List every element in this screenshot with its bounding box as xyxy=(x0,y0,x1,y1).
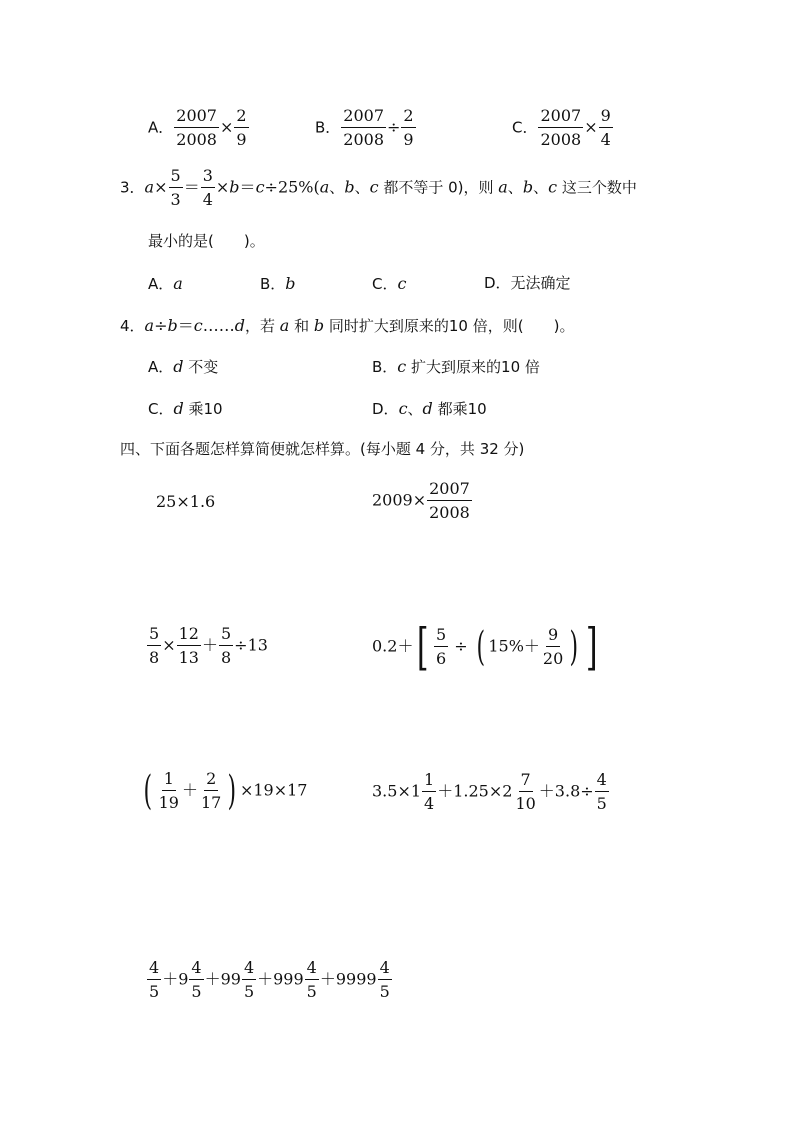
fraction: $\frac{9}{4}$ xyxy=(600,106,611,149)
fraction: $\frac{12}{13}$ xyxy=(178,624,199,667)
option-letter: A． xyxy=(148,118,174,137)
calc-problem-6: 3.5×1 $\frac{1}{4}$ ＋1.25×2 $\frac{7}{10}$ ＋3.8÷ $\frac{4}{5}$ xyxy=(372,770,607,813)
q3-option-d: D．无法确定 xyxy=(484,274,571,292)
fraction: $\frac{5}{8}$ xyxy=(149,624,160,667)
question-3-stem: 3．a× $\frac{5}{3}$ ＝ $\frac{3}{4}$ ×b＝c÷25%(a、b、c 都不等于 0)，则 a、b、c 这三个数中 xyxy=(120,166,637,209)
fraction: $\frac{2007}{2008}$ xyxy=(540,106,582,149)
fraction: $\frac{4}{5}$ xyxy=(379,958,390,1001)
section-heading: 四、下面各题怎样算简便就怎样算。(每小题 4 分，共 32 分) xyxy=(120,440,525,458)
fraction: $\frac{4}{5}$ xyxy=(596,770,607,813)
fraction: $\frac{4}{5}$ xyxy=(243,958,255,1001)
question-3-line2: 最小的是( )。 xyxy=(148,232,265,250)
q3-option-b: B．b xyxy=(260,274,296,293)
question-number: 3． xyxy=(120,178,145,197)
q3-option-a: A．a xyxy=(148,274,183,293)
fraction: $\frac{2007}{2008}$ xyxy=(343,106,385,149)
q4-option-d: D．c、d 都乘10 xyxy=(372,399,487,418)
q2-option-c: C． $\frac{2007}{2008}$ × $\frac{9}{4}$ xyxy=(512,106,611,149)
fraction: $\frac{4}{5}$ xyxy=(191,958,202,1001)
calc-problem-2: 2009× $\frac{2007}{2008}$ xyxy=(372,479,470,522)
fraction: $\frac{9}{20}$ xyxy=(542,625,564,668)
calc-problem-1: 25×1.6 xyxy=(156,492,216,511)
question-4-stem: 4．a÷b＝c……d，若 a 和 b 同时扩大到原来的10 倍，则( )。 xyxy=(120,316,575,335)
q4-option-a: A．d 不变 xyxy=(148,357,219,376)
calc-problem-4: 0.2＋[ $\frac{5}{6}$ ÷ ( 15%＋ $\frac{9}{20}$ ) ] xyxy=(372,618,598,676)
fraction: $\frac{5}{8}$ xyxy=(220,624,232,667)
fraction: $\frac{1}{19}$ xyxy=(158,769,179,812)
calc-problem-5: ( $\frac{1}{19}$ ＋ $\frac{2}{17}$ ) ×19×17 xyxy=(143,768,308,814)
q4-option-b: B．c 扩大到原来的10 倍 xyxy=(372,357,540,376)
fraction: $\frac{7}{10}$ xyxy=(515,770,536,813)
q2-option-a: A． $\frac{2007}{2008}$ × $\frac{2}{9}$ xyxy=(148,106,247,149)
fraction: $\frac{2007}{2008}$ xyxy=(429,479,470,522)
question-number: 4． xyxy=(120,317,145,335)
q4-option-c: C．d 乘10 xyxy=(148,399,223,418)
option-letter: C． xyxy=(512,118,538,137)
option-letter: B． xyxy=(315,118,341,137)
fraction: $\frac{1}{4}$ xyxy=(424,770,435,813)
calc-problem-7: $\frac{4}{5}$ ＋9 $\frac{4}{5}$ ＋99 $\frac{4}{5}$ ＋999 $\frac{4}{5}$ ＋9999 $\frac{4}{5}$ xyxy=(149,958,390,1001)
fraction: $\frac{2}{9}$ xyxy=(236,106,247,149)
fraction: $\frac{4}{5}$ xyxy=(306,958,317,1001)
fraction: $\frac{2007}{2008}$ xyxy=(176,106,217,149)
q3-option-c: C．c xyxy=(372,274,407,293)
fraction: $\frac{3}{4}$ xyxy=(202,166,213,209)
calc-problem-3: $\frac{5}{8}$ × $\frac{12}{13}$ ＋ $\frac{5}{8}$ ÷13 xyxy=(149,624,268,667)
fraction: $\frac{5}{6}$ xyxy=(435,625,447,668)
q2-option-b: B． $\frac{2007}{2008}$ ÷ $\frac{2}{9}$ xyxy=(315,106,414,149)
fraction: $\frac{2}{9}$ xyxy=(403,106,414,149)
fraction: $\frac{2}{17}$ xyxy=(200,769,222,812)
fraction: $\frac{4}{5}$ xyxy=(149,958,160,1001)
fraction: $\frac{5}{3}$ xyxy=(170,166,181,209)
